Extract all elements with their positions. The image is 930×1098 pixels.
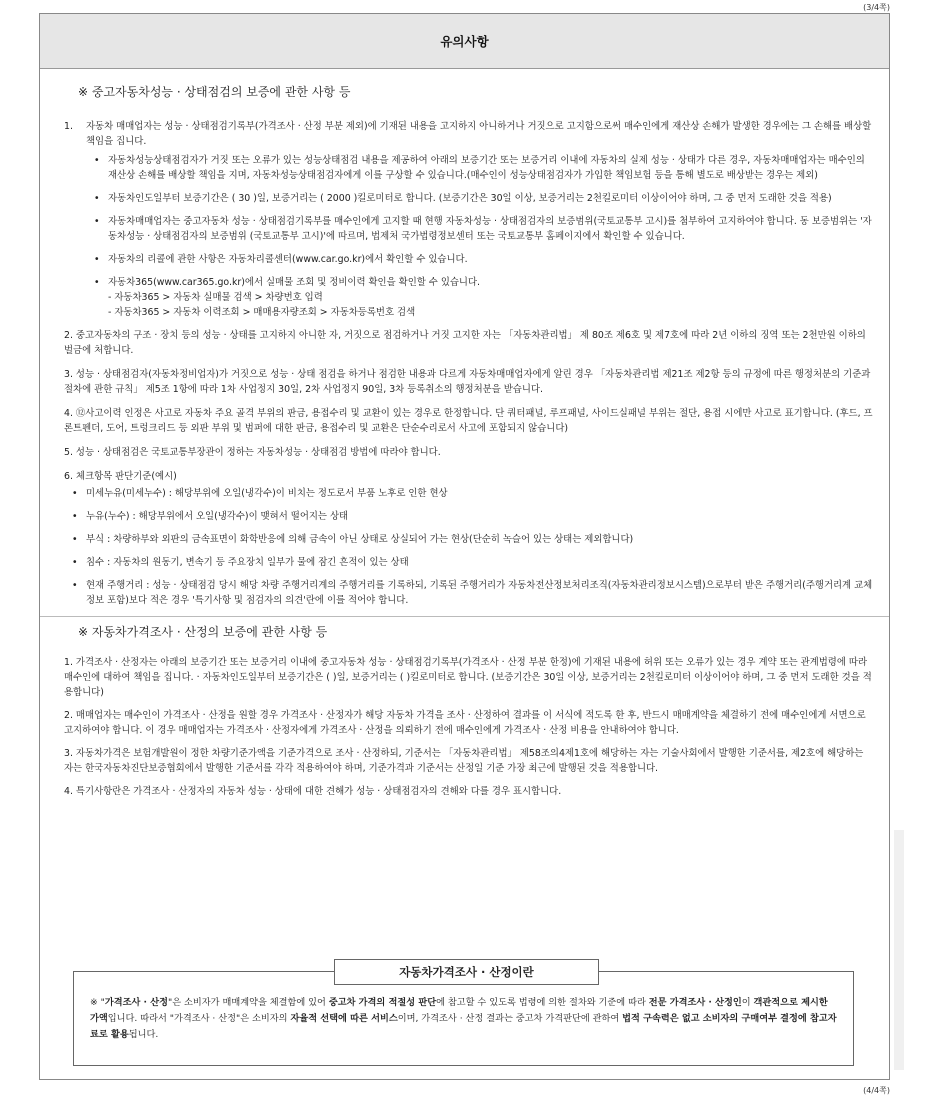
bullet5-sub2: - 자동차365 > 자동차 이력조회 > 매매용자량조회 > 자동차등록번호 검색 bbox=[108, 307, 416, 318]
list-item: • 자동차성능상태점검자가 거짓 또는 오류가 있는 성능상태점검 내용을 제공하여 아래의 보증기간 또는 보증거리 이내에 자동차의 실제 성능 · 상태가 다른 경우, 자동차매매업자는 매수인의 재산상 손해를 배상할 책임을 지며, 자동차성능상태점검자에게 이를 구상할 수 있습니다.(매수인이 성능상태점검자가 가입한 책임보험 등을 통해 별도로 배상받는 경우는 제외) bbox=[94, 153, 873, 183]
section1-body bbox=[40, 119, 889, 608]
text-run: 됩니다. bbox=[128, 1029, 159, 1040]
bold-text: 객관적으로 제시한 가액 bbox=[90, 997, 828, 1024]
scrollbar[interactable] bbox=[894, 830, 904, 1070]
list-item: • 미세누유(미세누수) : 해당부위에 오일(냉각수)이 비치는 정도로서 부품 노후로 인한 현상 bbox=[72, 486, 873, 501]
item-number: 1. bbox=[64, 121, 73, 132]
bullet5-text: • 자동차365(www.car365.go.kr)에서 실매물 조회 및 정비이력 확인을 확인할 수 있습니다. bbox=[108, 277, 481, 288]
document-frame bbox=[39, 13, 890, 1080]
list-item: • 침수 : 자동차의 원동기, 변속기 등 주요장치 일부가 물에 잠긴 흔적이 있는 상태 bbox=[72, 555, 873, 570]
section1-item6-bullets bbox=[72, 486, 873, 608]
text-run: 입니다. 따라서 "가격조사 · 산정"은 소비자의 bbox=[107, 1013, 291, 1024]
info-box-title: 자동차가격조사 · 산정이란 bbox=[334, 959, 599, 985]
item-text: 자동차 매매업자는 성능 · 상태점검기록부(가격조사 · 산정 부분 제외)에 기재된 내용을 고지하지 아니하거나 거짓으로 고지함으로써 매수인에게 재산상 손해가 발생한 경우에는 그 손해를 배상할 책임을 집니다. bbox=[86, 121, 872, 147]
section1-item1 bbox=[64, 119, 873, 149]
list-item bbox=[94, 275, 873, 320]
section-divider bbox=[40, 616, 889, 617]
section1-item1-bullets bbox=[94, 153, 873, 320]
section1-item5: 5. 성능 · 상태점검은 국토교통부장관이 정하는 자동차성능 · 상태점검 방법에 따라야 합니다. bbox=[64, 447, 441, 458]
section2-heading: ※ 자동차가격조사 · 산정의 보증에 관한 사항 등 bbox=[78, 625, 328, 639]
section2-item2: 2. 매매업자는 매수인이 가격조사 · 산정을 원할 경우 가격조사 · 산정자가 해당 자동차 가격을 조사 · 산정하여 결과를 이 서식에 적도록 한 후, 반드시 매매계약을 체결하기 전에 매수인에게 서면으로 고지하여야 합니다. 이 경우 매매업자는 가격조사 · 산정자에게 가격조사 · 산정을 의뢰하기 전에 매수인에게 가격조사 · 산정 비용을 안내하여야 합니다. bbox=[64, 710, 866, 736]
bold-text: 가격조사 · 산정 bbox=[104, 997, 168, 1008]
section1-item2: 2. 중고자동차의 구조 · 장치 등의 성능 · 상태를 고지하지 아니한 자, 거짓으로 점검하거나 거짓 고지한 자는 「자동차관리법」 제 80조 제6호 및 제7호에 따라 2년 이하의 징역 또는 2천만원 이하의 벌금에 처합니다. bbox=[64, 330, 866, 356]
list-item: • 자동차인도일부터 보증기간은 ( 30 )일, 보증거리는 ( 2000 )킬로미터로 합니다. (보증기간은 30일 이상, 보증거리는 2천킬로미터 이상이어야 하며, 그 중 먼저 도래한 것을 적용) bbox=[94, 191, 873, 206]
info-box-text bbox=[90, 995, 839, 1043]
bold-text: 전문 가격조사 · 산정인 bbox=[648, 997, 742, 1008]
bold-text: 중고차 가격의 적절성 판단 bbox=[328, 997, 437, 1008]
section2-item1: 1. 가격조사 · 산정자는 아래의 보증기간 또는 보증거리 이내에 중고자동차 성능 · 상태점검기록부(가격조사 · 산정 부분 한정)에 기재된 내용에 허위 또는 오류가 있는 경우 계약 또는 관계법령에 따라 매수인에 대하여 책임을 집니다. · 자동차인도일부터 보증기간은 ( )일, 보증거리는 ( )킬로미터로 합니다. (보증기간은 30일 이상, 보증거리는 2천킬로미터 이상이어야 하며, 그 중 먼저 도래한 것을 적용합니다) bbox=[64, 657, 872, 698]
section1-heading: ※ 중고자동차성능 · 상태점검의 보증에 관한 사항 등 bbox=[78, 85, 351, 99]
list-item: • 누유(누수) : 해당부위에서 오일(냉각수)이 맺혀서 떨어지는 상태 bbox=[72, 509, 873, 524]
text-run: ※ " bbox=[90, 997, 105, 1008]
list-item: • 자동차의 리콜에 관한 사항은 자동차리콜센터(www.car.go.kr)에서 확인할 수 있습니다. bbox=[94, 252, 873, 267]
text-run: "은 소비자가 매매계약을 체결함에 있어 bbox=[168, 997, 329, 1008]
bullet5-sub1: - 자동차365 > 자동차 실매물 검색 > 차량번호 입력 bbox=[108, 292, 323, 303]
title-bar bbox=[40, 14, 889, 69]
list-item: • 현재 주행거리 : 성능 · 상태점검 당시 해당 차량 주행거리계의 주행거리를 기록하되, 기록된 주행거리가 자동차전산정보처리조직(자동차관리정보시스템)으로부터 받은 주행거리(주행거리계 교체 정보 포함)보다 적은 경우 '특기사항 및 점검자의 의견'란에 이를 적어야 합니다. bbox=[72, 578, 873, 608]
list-item: • 자동차매매업자는 중고자동차 성능 · 상태점검기록부를 매수인에게 고지할 때 현행 자동차성능 · 상태점검자의 보증범위(국토교통부 고시)를 첨부하여 고지하여야 합니다. 동 보증범위는 '자동차성능 · 상태점검자의 보증범위 (국토교통부 고시)'에 따르며, 법제처 국가법령정보센터 또는 국토교통부 홈페이지에서 확인할 수 있습니다. bbox=[94, 214, 873, 244]
text-run: 이며, 가격조사 · 산정 결과는 중고차 가격판단에 관하여 bbox=[397, 1013, 623, 1024]
page-number-top: (3/4쪽) bbox=[863, 3, 890, 12]
section2-item3: 3. 자동차가격은 보험개발원이 정한 차량기준가액을 기준가격으로 조사 · 산정하되, 기준서는 「자동차관리법」 제58조의4제1호에 해당하는 자는 기술사회에서 발행한 기준서를, 제2호에 해당하는 자는 한국자동차진단보증협회에서 발행한 기준서를 각각 적용하여야 하며, 기준가격과 기준서는 산정일 기준 가장 최근에 발행된 것을 적용합니다. bbox=[64, 748, 864, 774]
section2-body bbox=[40, 655, 889, 799]
bold-text: 자율적 선택에 따른 서비스 bbox=[290, 1013, 398, 1024]
section1-item4: 4. ⑫사고이력 인정은 사고로 자동차 주요 골격 부위의 판금, 용접수리 및 교환이 있는 경우로 한정합니다. 단 쿼터패널, 루프패널, 사이드실패널 부위는 절단, 용접 시에만 사고로 표기합니다. (후드, 프론트펜더, 도어, 트렁크리드 등 외판 부위 및 범퍼에 대한 판금, 용접수리 및 교환은 단순수리로서 사고에 포함되지 않습니다) bbox=[64, 408, 873, 434]
list-item: • 부식 : 차량하부와 외판의 금속표면이 화학반응에 의해 금속이 아닌 상태로 상실되어 가는 현상(단순히 녹슬어 있는 상태는 제외합니다) bbox=[72, 532, 873, 547]
text-run: 이 bbox=[741, 997, 754, 1008]
text-run: 에 참고할 수 있도록 법령에 의한 절차와 기준에 따라 bbox=[436, 997, 649, 1008]
price-appraisal-info-box bbox=[73, 964, 854, 1066]
section1-item3: 3. 성능 · 상태점검자(자동차정비업자)가 거짓으로 성능 · 상태 점검을 하거나 점검한 내용과 다르게 자동차매매업자에게 알린 경우 「자동차관리법 제21조 제2항 등의 규정에 따른 행정처분의 기준과 절차에 관한 규칙」 제5조 1항에 따라 1차 사업정지 30일, 2차 사업정지 90일, 3차 등록취소의 행정처분을 받습니다. bbox=[64, 369, 871, 395]
page-number-bottom: (4/4쪽) bbox=[863, 1086, 890, 1095]
bold-text: 법적 구속력은 없고 소비자의 구매여부 결정에 참고자료로 활용 bbox=[90, 1013, 837, 1040]
page-title: 유의사항 bbox=[440, 33, 489, 49]
section2-item4: 4. 특기사항란은 가격조사 · 산정자의 자동차 성능 · 상태에 대한 견해가 성능 · 상태점검자의 견해와 다를 경우 표시합니다. bbox=[64, 786, 562, 797]
section1-item6-head: 6. 체크항목 판단기준(예시) bbox=[64, 471, 177, 482]
